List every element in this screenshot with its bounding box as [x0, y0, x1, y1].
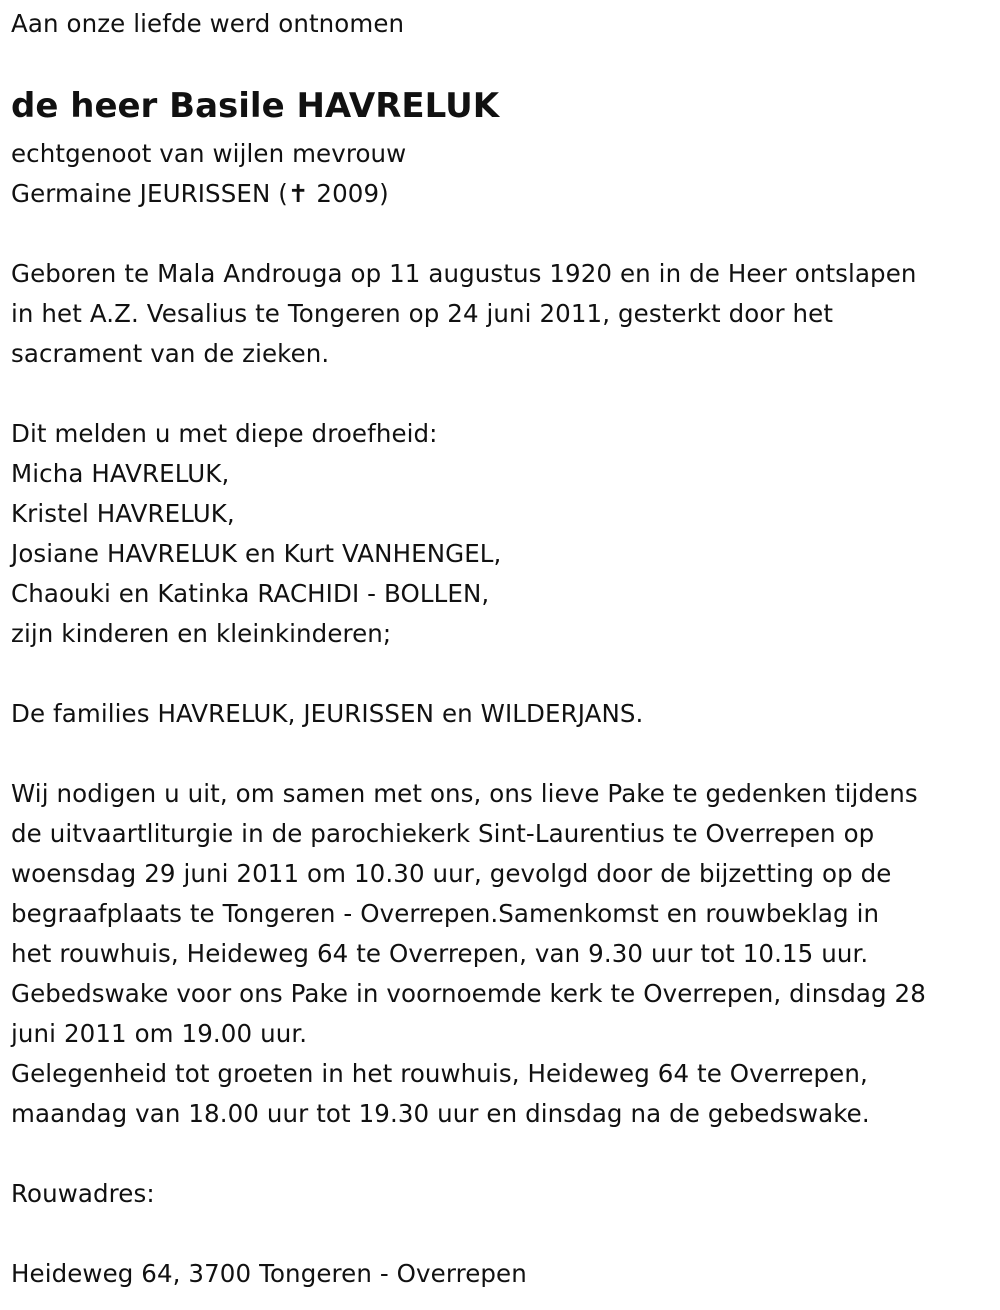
rouwadres-address: Heideweg 64, 3700 Tongeren - Overrepen — [11, 1259, 527, 1288]
deceased-name: de heer Basile HAVRELUK — [11, 86, 500, 126]
rouwadres-label-block — [11, 1174, 155, 1214]
announcer-item: Micha HAVRELUK, — [11, 459, 230, 488]
spouse-line: echtgenoot van wijlen mevrouw — [11, 139, 407, 168]
announcers-list — [11, 414, 501, 654]
paragraph-line: Gelegenheid tot groeten in het rouwhuis, Heideweg 64 te Overrepen, — [11, 1059, 868, 1088]
announcer-item: zijn kinderen en kleinkinderen; — [11, 619, 392, 648]
families-line: De families HAVRELUK, JEURISSEN en WILDERJANS. — [11, 699, 644, 728]
intro-text: Aan onze liefde werd ontnomen — [11, 9, 405, 38]
invitation-paragraph — [11, 774, 926, 1134]
rouwadres-label: Rouwadres: — [11, 1179, 155, 1208]
announcer-item: Josiane HAVRELUK en Kurt VANHENGEL, — [11, 539, 502, 568]
paragraph-line: Geboren te Mala Androuga op 11 augustus 1920 en in de Heer ontslapen — [11, 259, 917, 288]
paragraph-line: sacrament van de zieken. — [11, 339, 330, 368]
announcer-item: Kristel HAVRELUK, — [11, 499, 235, 528]
paragraph-line: Wij nodigen u uit, om samen met ons, ons lieve Pake te gedenken tijdens — [11, 779, 918, 808]
birth-death-paragraph — [11, 254, 917, 374]
families-block — [11, 694, 643, 734]
paragraph-line: woensdag 29 juni 2011 om 10.30 uur, gevolgd door de bijzetting op de — [11, 859, 892, 888]
paragraph-line: in het A.Z. Vesalius te Tongeren op 24 juni 2011, gesterkt door het — [11, 299, 834, 328]
announcers-heading: Dit melden u met diepe droefheid: — [11, 419, 438, 448]
paragraph-line: juni 2011 om 19.00 uur. — [11, 1019, 308, 1048]
paragraph-line: de uitvaartliturgie in de parochiekerk Sint-Laurentius te Overrepen op — [11, 819, 875, 848]
paragraph-line: begraafplaats te Tongeren - Overrepen.Samenkomst en rouwbeklag in — [11, 899, 880, 928]
spouse-line: Germaine JEURISSEN (✝ 2009) — [11, 179, 389, 208]
paragraph-line: Gebedswake voor ons Pake in voornoemde kerk te Overrepen, dinsdag 28 — [11, 979, 926, 1008]
spouse-block — [11, 134, 406, 214]
rouwadres-block — [11, 1254, 527, 1294]
paragraph-line: het rouwhuis, Heideweg 64 te Overrepen, van 9.30 uur tot 10.15 uur. — [11, 939, 869, 968]
announcer-item: Chaouki en Katinka RACHIDI - BOLLEN, — [11, 579, 490, 608]
paragraph-line: maandag van 18.00 uur tot 19.30 uur en dinsdag na de gebedswake. — [11, 1099, 870, 1128]
